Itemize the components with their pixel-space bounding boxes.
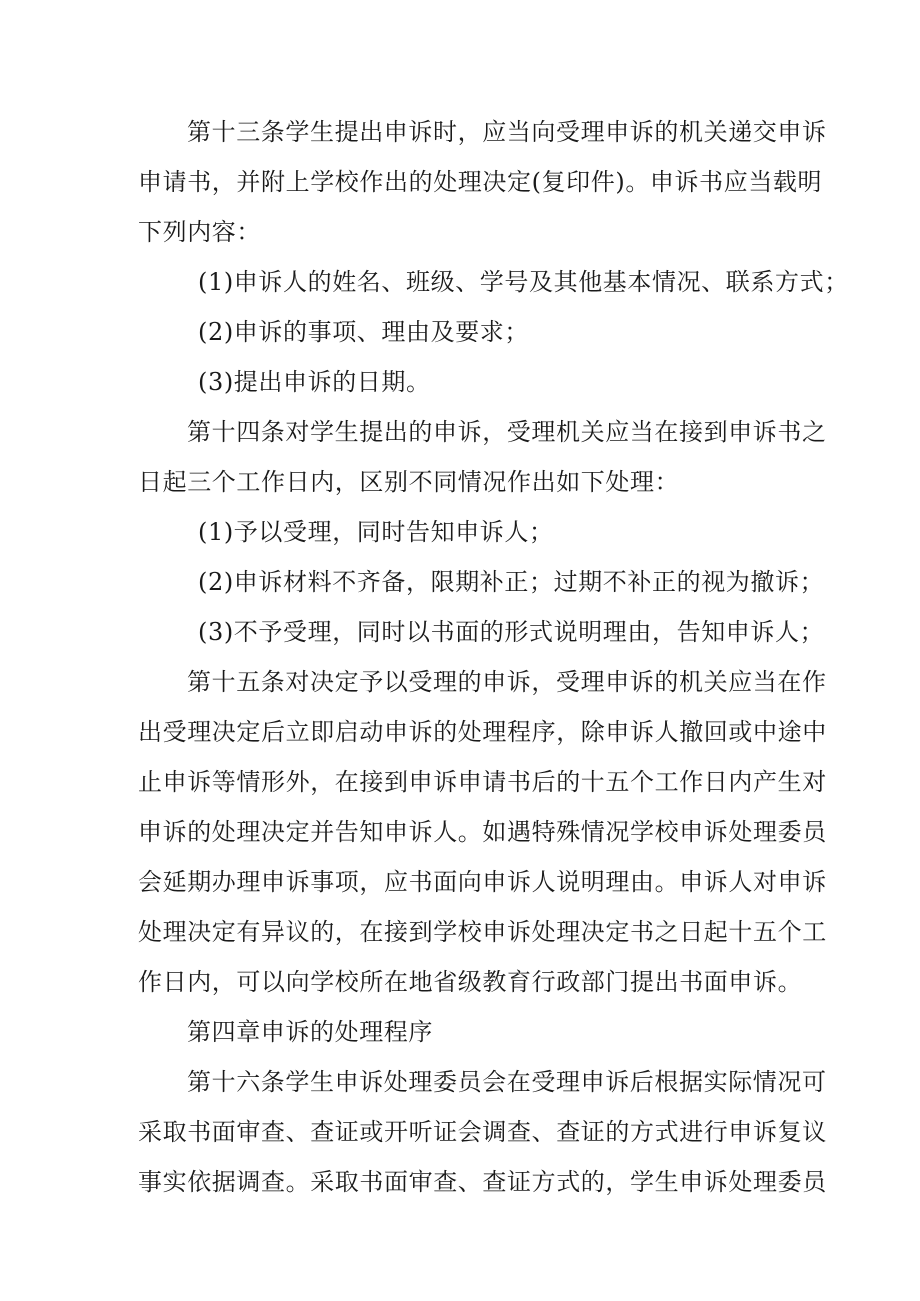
article-14-item-2: (2)申诉材料不齐备，限期补正；过期不补正的视为撤诉； xyxy=(198,568,825,596)
article-16-line-1: 第十六条学生申诉处理委员会在受理申诉后根据实际情况可 xyxy=(187,1068,827,1096)
article-13-item-1: (1)申诉人的姓名、班级、学号及其他基本情况、联系方式； xyxy=(198,268,849,296)
article-15-line-3: 止申诉等情形外，在接到申诉申请书后的十五个工作日内产生对 xyxy=(138,768,827,796)
article-14-line-2: 日起三个工作日内，区别不同情况作出如下处理： xyxy=(138,468,680,496)
article-16-line-2: 采取书面审查、查证或开听证会调查、查证的方式进行申诉复议 xyxy=(138,1118,827,1146)
article-13-item-3: (3)提出申诉的日期。 xyxy=(198,368,431,396)
chapter-4-heading: 第四章申诉的处理程序 xyxy=(187,1018,433,1046)
article-13-line-3: 下列内容： xyxy=(138,218,261,246)
article-15-line-5: 会延期办理申诉事项，应书面向申诉人说明理由。申诉人对申诉 xyxy=(138,868,827,896)
article-14-item-1: (1)予以受理，同时告知申诉人； xyxy=(198,518,554,546)
article-15-line-4: 申诉的处理决定并告知申诉人。如遇特殊情况学校申诉处理委员 xyxy=(138,818,827,846)
article-16-line-3: 事实依据调查。采取书面审查、查证方式的，学生申诉处理委员 xyxy=(138,1168,827,1196)
article-13-line-1: 第十三条学生提出申诉时，应当向受理申诉的机关递交申诉 xyxy=(187,118,827,146)
article-14-line-1: 第十四条对学生提出的申诉，受理机关应当在接到申诉书之 xyxy=(187,418,827,446)
article-13-item-2: (2)申诉的事项、理由及要求； xyxy=(198,318,529,346)
article-14-item-3: (3)不予受理，同时以书面的形式说明理由，告知申诉人； xyxy=(198,618,825,646)
article-13-line-2: 申请书，并附上学校作出的处理决定(复印件)。申诉书应当载明 xyxy=(138,168,823,196)
article-15-line-1: 第十五条对决定予以受理的申诉，受理申诉的机关应当在作 xyxy=(187,668,827,696)
article-15-line-7: 作日内，可以向学校所在地省级教育行政部门提出书面申诉。 xyxy=(138,968,803,996)
article-15-line-2: 出受理决定后立即启动申诉的处理程序，除申诉人撤回或中途中 xyxy=(138,718,827,746)
article-15-line-6: 处理决定有异议的，在接到学校申诉处理决定书之日起十五个工 xyxy=(138,918,827,946)
